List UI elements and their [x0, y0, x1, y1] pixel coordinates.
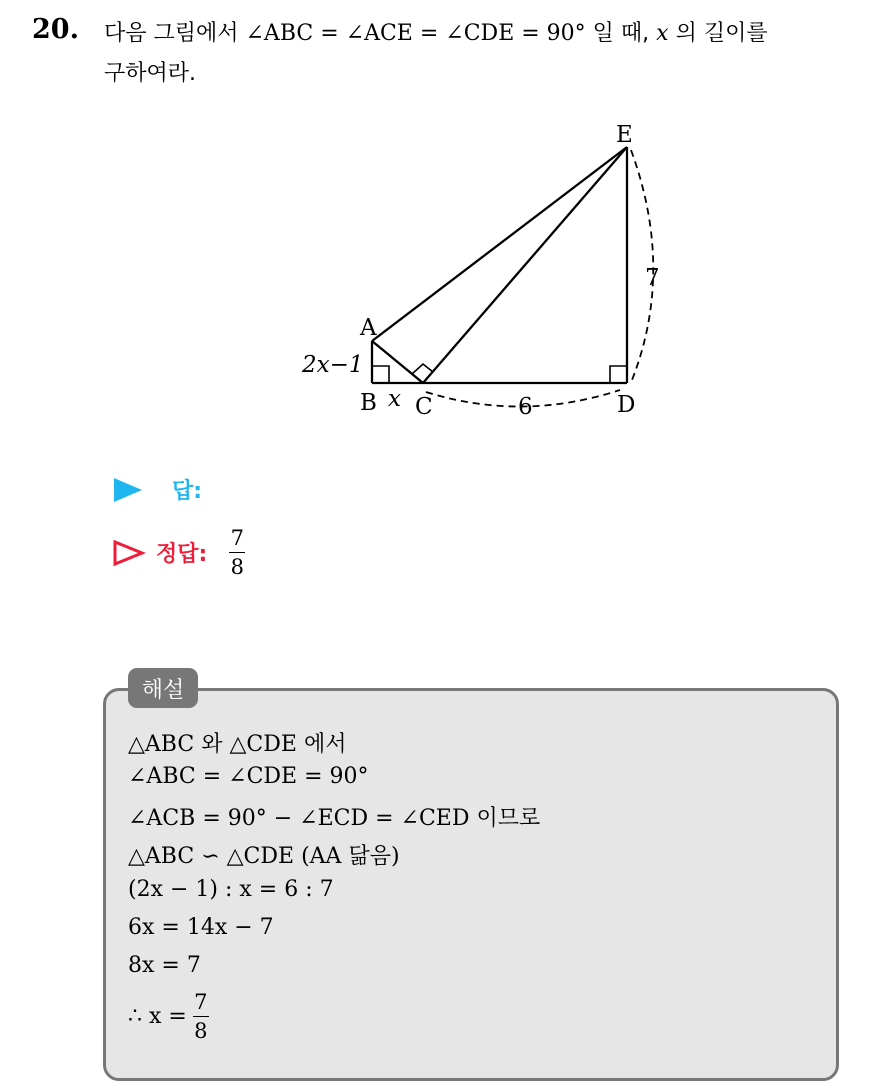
solution-l1-a: △ABC: [128, 732, 195, 757]
point-label-d: D: [617, 392, 636, 418]
solution-line-6: 6x = 14x − 7: [128, 915, 274, 940]
fraction-numerator: 7: [230, 526, 244, 550]
solution-l8-prefix: ∴ x =: [128, 1004, 187, 1029]
segment-ac: [372, 341, 423, 383]
fraction-bar: [229, 552, 245, 553]
solution-line-4: [128, 839, 400, 870]
solution-l4-c: ): [390, 844, 400, 869]
outline-triangle-icon: [112, 539, 146, 567]
length-label-cd: 6: [518, 394, 533, 420]
solution-l4-b: 닮음: [348, 844, 391, 869]
solution-l1-c: △CDE: [229, 732, 297, 757]
solution-line-1: [128, 727, 346, 758]
point-label-e: E: [616, 122, 633, 148]
solution-tab: 해설: [128, 668, 198, 708]
question-mid: 일 때,: [585, 21, 657, 46]
solution-fraction-bar: [193, 1016, 209, 1017]
solution-l1-d: 에서: [303, 732, 347, 757]
solution-denominator: 8: [194, 1019, 208, 1043]
point-label-b: B: [360, 390, 377, 416]
solution-line-3: [128, 801, 540, 832]
point-label-c: C: [415, 394, 433, 420]
right-angle-d: [610, 366, 627, 383]
length-label-bc: x: [388, 386, 401, 412]
correct-answer-row: [112, 526, 245, 579]
solution-line-5: (2x − 1) : x = 6 : 7: [128, 877, 334, 902]
solution-l3-b: 이므로: [476, 806, 541, 831]
fraction-denominator: 8: [230, 555, 244, 579]
question-condition: ∠ABC = ∠ACE = ∠CDE = 90°: [245, 21, 586, 46]
question-variable: x: [656, 21, 669, 46]
question-end: 의 길이를: [668, 21, 768, 46]
solution-line-2: ∠ABC = ∠CDE = 90°: [128, 764, 369, 789]
answer-row: [112, 474, 202, 505]
answer-label: 답:: [172, 479, 203, 504]
question-line2: 구하여라.: [104, 61, 197, 86]
length-label-ab: 2x−1: [302, 352, 364, 378]
segment-ce: [423, 147, 627, 383]
right-angle-b: [372, 366, 389, 383]
question-text: [104, 14, 874, 94]
filled-triangle-icon: [112, 476, 146, 504]
solution-line-7: 8x = 7: [128, 953, 201, 978]
solution-fraction: [193, 990, 209, 1043]
right-angle-c: [412, 364, 433, 374]
length-label-de: 7: [645, 265, 660, 291]
solution-l3-a: ∠ACB = 90° − ∠ECD = ∠CED: [128, 806, 470, 831]
solution-l1-b: 와: [201, 732, 223, 757]
solution-line-8: [128, 990, 209, 1043]
triangle-figure: [290, 110, 710, 430]
question-number: 20.: [32, 14, 79, 45]
question-intro: 다음 그림에서: [104, 21, 246, 46]
solution-numerator: 7: [194, 990, 208, 1014]
solution-l4-a: △ABC ∽ △CDE (AA: [128, 844, 342, 869]
correct-answer-label: 정답:: [156, 542, 208, 567]
segment-ae: [372, 147, 627, 341]
point-label-a: A: [360, 315, 377, 341]
correct-answer-fraction: [229, 526, 245, 579]
